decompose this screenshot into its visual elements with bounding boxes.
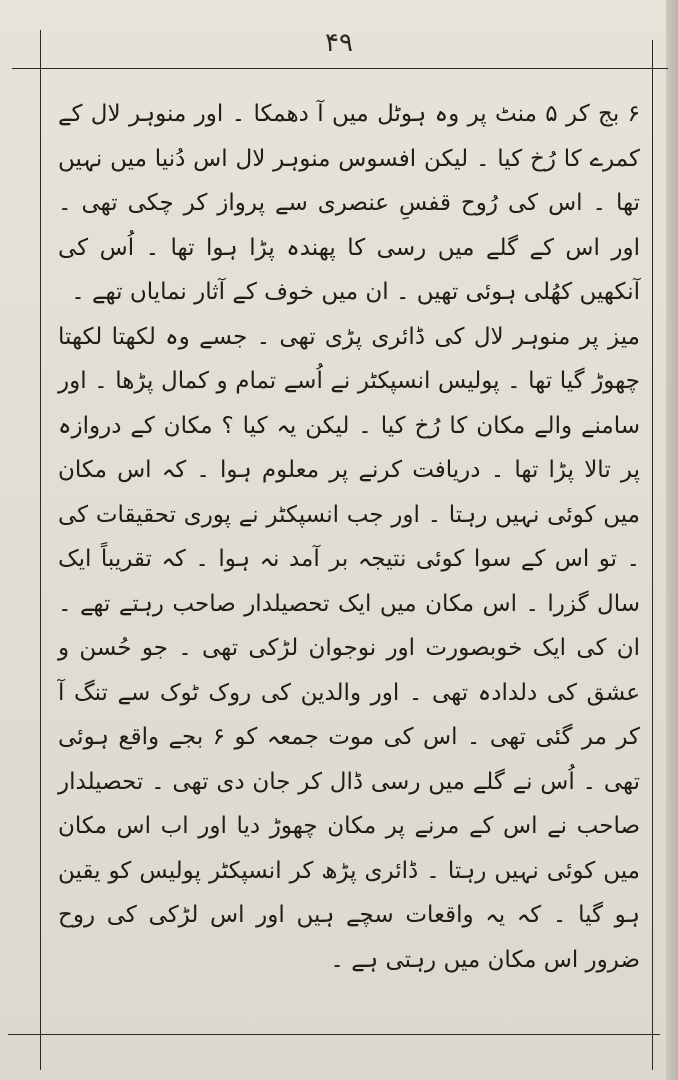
body-text: [58, 92, 640, 982]
right-border-rule: [652, 40, 653, 1070]
page-edge: [666, 0, 678, 1080]
paragraph-2: میز پر منوہر لال کی ڈائری پڑی تھی ۔ جسے وہ لکھتا لکھتا چھوڑ گیا تھا ۔ پولیس انسپکٹر نے اُسے تمام و کمال پڑھا ۔ اور سامنے والے مکان کا رُخ کیا ۔ لیکن یہ کیا ؟ مکان کے دروازہ پر تالا پڑا تھا ۔ دریافت کرنے پر معلوم ہوا ۔ کہ اس مکان میں کوئی نہیں رہتا ۔ اور جب انسپکٹر نے پوری تحقیقات کی ۔ تو اس کے سوا کوئی نتیجہ بر آمد نہ ہوا ۔ کہ تقریباً ایک سال گزرا ۔ اس مکان میں ایک تحصیلدار صاحب رہتے تھے ۔ ان کی ایک خوبصورت اور نوجوان لڑکی تھی ۔ جو حُسن و عشق کی دلدادہ تھی ۔ اور والدین کی روک ٹوک سے تنگ آ کر مر گئی تھی ۔ اس کی موت جمعہ کو ۶ بجے واقع ہوئی تھی ۔ اُس نے گلے میں رسی ڈال کر جان دی تھی ۔ تحصیلدار صاحب نے اس کے مرنے پر مکان چھوڑ دیا اور اب اس مکان میں کوئی نہیں رہتا ۔ ڈائری پڑھ کر انسپکٹر پولیس کو یقین ہو گیا ۔ کہ یہ واقعات سچے ہیں اور اس لڑکی کی روح ضرور اس مکان میں رہتی ہے ۔: [58, 323, 640, 973]
bottom-border-rule: [8, 1034, 660, 1035]
left-border-rule: [40, 30, 41, 1070]
top-border-rule: [12, 68, 668, 69]
paragraph-1: ۶ بج کر ۵ منٹ پر وہ ہوٹل میں آ دھمکا ۔ اور منوہر لال کے کمرے کا رُخ کیا ۔ لیکن افسوس منوہر لال اس دُنیا میں نہیں تھا ۔ اس کی رُوح قفسِ عنصری سے پرواز کر چکی تھی ۔ اور اس کے گلے میں رسی کا پھندہ پڑا ہوا تھا ۔ اُس کی آنکھیں کھُلی ہوئی تھیں ۔ ان میں خوف کے آثار نمایاں تھے ۔: [58, 101, 640, 305]
page-number: ۴۹: [325, 28, 353, 58]
